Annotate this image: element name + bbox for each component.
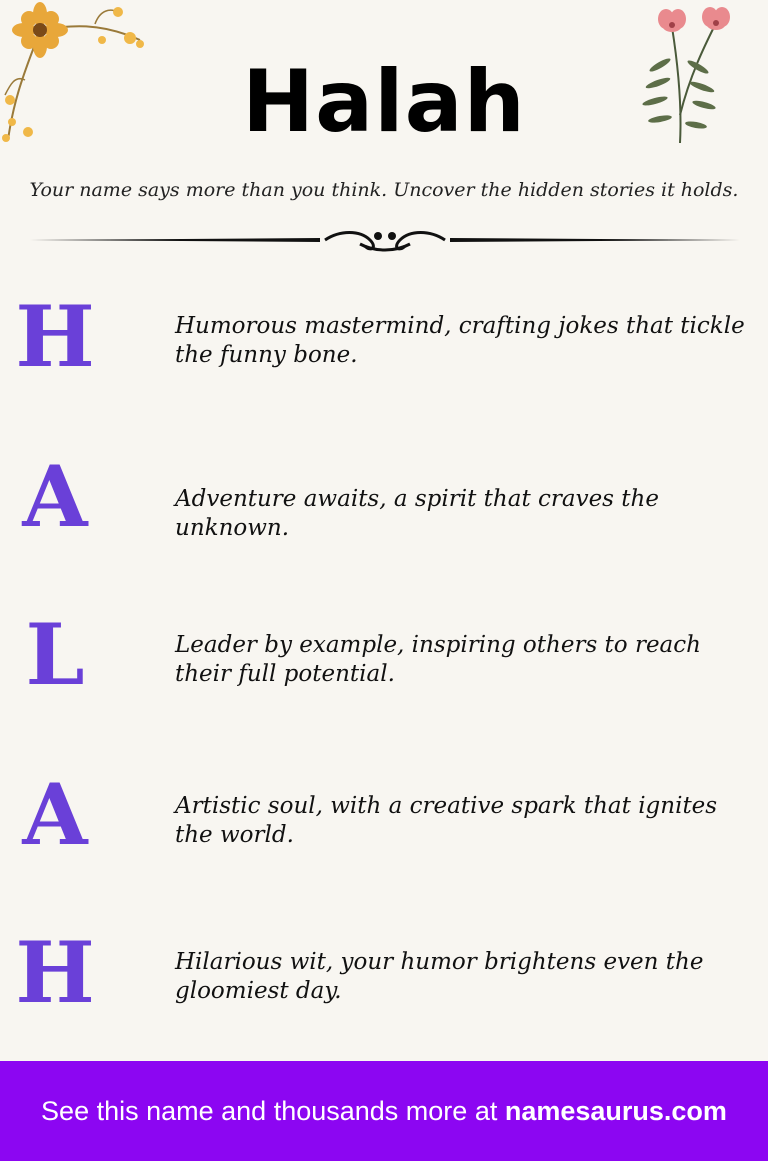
letter-description: Leader by example, inspiring others to reach their full potential. [175, 632, 701, 687]
page-title: Halah [242, 52, 526, 152]
letter-row-1 [0, 287, 768, 402]
letter-row-5 [0, 923, 768, 1038]
letter-row-4 [0, 765, 768, 880]
letter-row-2 [0, 447, 768, 562]
decorative-letter-h: H [15, 923, 95, 1022]
letter-description: Hilarious wit, your humor brightens even the gloomiest day. [175, 949, 704, 1004]
ornamental-divider-icon [30, 226, 740, 256]
letter-description: Adventure awaits, a spirit that craves the unknown. [175, 486, 659, 541]
decorative-letter-h: H [15, 287, 95, 386]
page-subtitle: Your name says more than you think. Uncover the hidden stories it holds. [29, 179, 739, 201]
letter-description: Humorous mastermind, crafting jokes that tickle the funny bone. [175, 313, 745, 368]
footer-text: See this name and thousands more at [41, 1096, 505, 1126]
decorative-letter-a: A [22, 765, 88, 864]
footer-banner [0, 1061, 768, 1161]
letter-row-3 [0, 605, 768, 720]
decorative-letter-a: A [22, 447, 88, 546]
decorative-letter-l: L [25, 605, 85, 704]
footer-site-link[interactable]: namesaurus.com [504, 1096, 727, 1126]
letter-description: Artistic soul, with a creative spark that ignites the world. [175, 793, 718, 848]
